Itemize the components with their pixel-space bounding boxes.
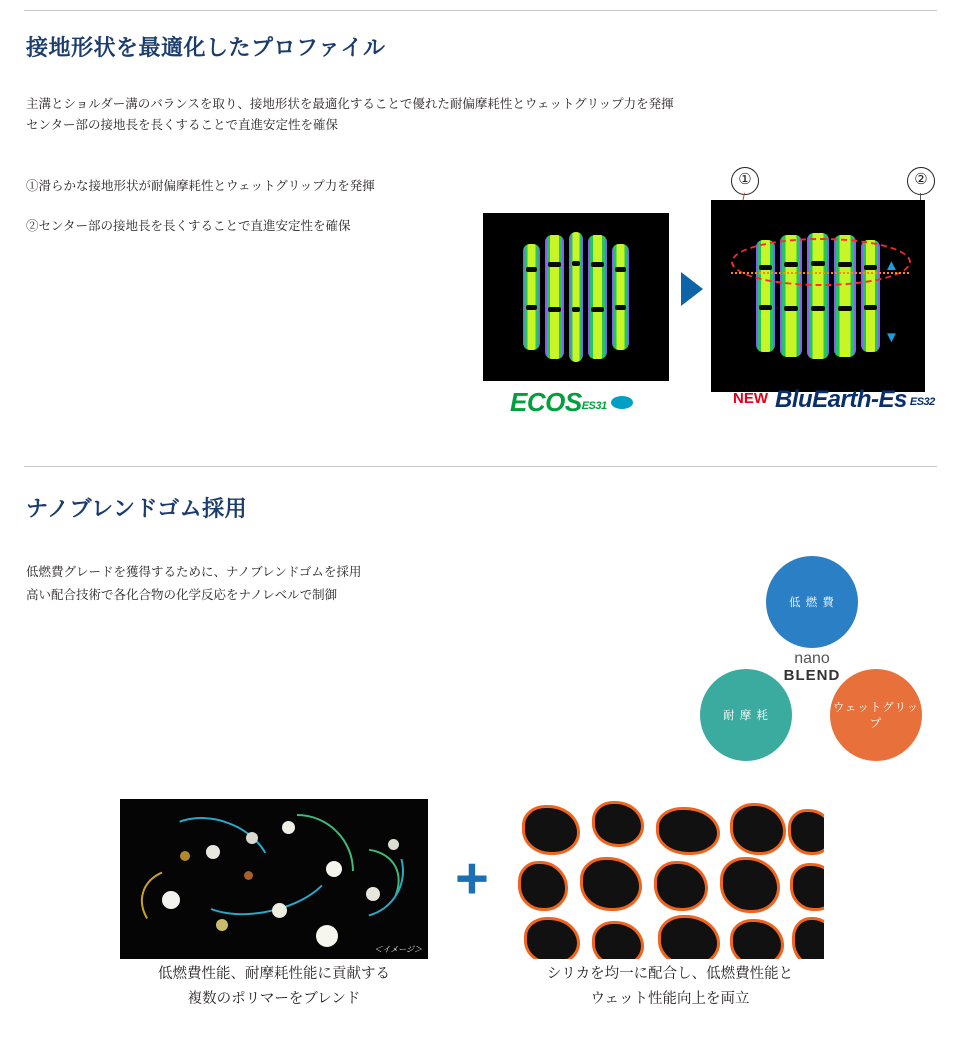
section-1-paragraph-2: センター部の接地長を長くすることで直進安定性を確保 — [26, 118, 339, 132]
polymer-particle — [180, 851, 190, 861]
polymer-image-caption — [120, 962, 428, 1012]
polymer-caption-line-1: 低燃費性能、耐摩耗性能に貢献する — [158, 966, 390, 982]
polymer-particle — [244, 871, 253, 880]
brand-ecos-name: ECOS — [510, 387, 582, 417]
section-2-title: ナノブレンドゴム採用 — [26, 496, 248, 521]
callout-number-2: ② — [907, 167, 935, 195]
polymer-blend-image — [120, 799, 428, 959]
silica-blob — [790, 863, 824, 911]
silica-blob — [524, 917, 580, 959]
polymer-particle — [216, 919, 228, 931]
footprint-rib — [523, 244, 540, 350]
section-1-paragraph-1: 主溝とショルダー溝のバランスを取り、接地形状を最適化することで優れた耐偏摩耗性とウェットグリップ力を発揮 — [26, 97, 674, 111]
image-inline-note: ＜イメージ＞ — [374, 945, 422, 954]
brand-label-new: NEW — [733, 390, 768, 407]
silica-blob — [658, 915, 720, 959]
polymer-particle — [326, 861, 342, 877]
polymer-particle — [316, 925, 338, 947]
nano-lobe-fuel-economy: 低 燃 費 — [766, 556, 858, 648]
brand-bluearth-name: BluEarth-Es — [775, 386, 907, 413]
silica-blob — [654, 861, 708, 911]
silica-blob — [518, 861, 568, 911]
nano-blend-diagram — [690, 550, 940, 780]
footprint-rib — [834, 235, 856, 357]
silica-dispersion-image — [516, 799, 824, 959]
polymer-particle — [162, 891, 180, 909]
divider-middle — [24, 466, 937, 467]
yokohama-mark-icon — [611, 396, 633, 409]
polymer-caption-line-2: 複数のポリマーをブレンド — [187, 991, 361, 1007]
silica-blob — [792, 917, 824, 959]
nano-lobe-wear-resistance: 耐 摩 耗 — [700, 669, 792, 761]
brand-bluearth-model: ES32 — [909, 396, 935, 408]
divider-top — [24, 10, 937, 11]
brand-label-ecos — [510, 387, 633, 418]
nano-center-line-1: nano — [794, 650, 830, 667]
polymer-particle — [206, 845, 220, 859]
silica-blob — [592, 801, 644, 847]
footprint-rib — [545, 235, 564, 359]
brand-ecos-model: ES31 — [581, 400, 607, 412]
footprint-rib — [588, 235, 607, 359]
arrow-up-icon: ▲ — [884, 257, 899, 274]
footprint-rib — [807, 233, 829, 359]
polymer-particle — [388, 839, 399, 850]
polymer-particle — [246, 832, 258, 844]
silica-blob — [730, 919, 784, 959]
plus-sign: + — [455, 846, 489, 911]
section-2-paragraph-2: 高い配合技術で各化合物の化学反応をナノレベルで制御 — [26, 588, 338, 602]
silica-blob — [592, 921, 644, 959]
section-2-paragraph-1: 低燃費グレードを獲得するために、ナノブレンドゴムを採用 — [26, 565, 362, 579]
polymer-particle — [272, 903, 287, 918]
footprint-rib — [612, 244, 629, 350]
nano-lobe-wet-grip: ウェットグリップ — [830, 669, 922, 761]
footprint-ribs-bluearth — [711, 200, 925, 392]
silica-caption-line-1: シリカを均一に配合し、低燃費性能と — [546, 966, 794, 982]
silica-blob — [580, 857, 642, 911]
footprint-rib — [569, 232, 583, 362]
brand-label-bluearth — [775, 386, 935, 414]
callout-number-1: ① — [731, 167, 759, 195]
polymer-particle — [282, 821, 295, 834]
silica-blob — [656, 807, 720, 855]
footprint-rib — [780, 235, 802, 357]
polymer-particle — [366, 887, 380, 901]
footprint-image-bluearth — [711, 200, 925, 392]
silica-blob — [720, 857, 780, 913]
silica-blob — [788, 809, 824, 855]
nano-center-line-2: BLEND — [783, 667, 841, 684]
nano-blend-center-label — [762, 650, 862, 684]
silica-blob — [522, 805, 580, 855]
contact-length-dotted-line — [731, 272, 909, 274]
arrow-down-icon: ▼ — [884, 329, 899, 346]
section-1-bullet-1: ①滑らかな接地形状が耐偏摩耗性とウェットグリップ力を発揮 — [26, 179, 375, 193]
section-1-title: 接地形状を最適化したプロファイル — [26, 35, 386, 60]
footprint-ribs-ecos — [483, 213, 669, 381]
comparison-arrow-icon — [681, 272, 703, 306]
footprint-image-ecos — [483, 213, 669, 381]
section-1-bullet-2: ②センター部の接地長を長くすることで直進安定性を確保 — [26, 219, 351, 233]
silica-image-caption — [516, 962, 824, 1012]
silica-blob — [730, 803, 786, 855]
footprint-rib — [756, 240, 775, 352]
silica-caption-line-2: ウェット性能向上を両立 — [590, 991, 750, 1007]
footprint-rib — [861, 240, 880, 352]
